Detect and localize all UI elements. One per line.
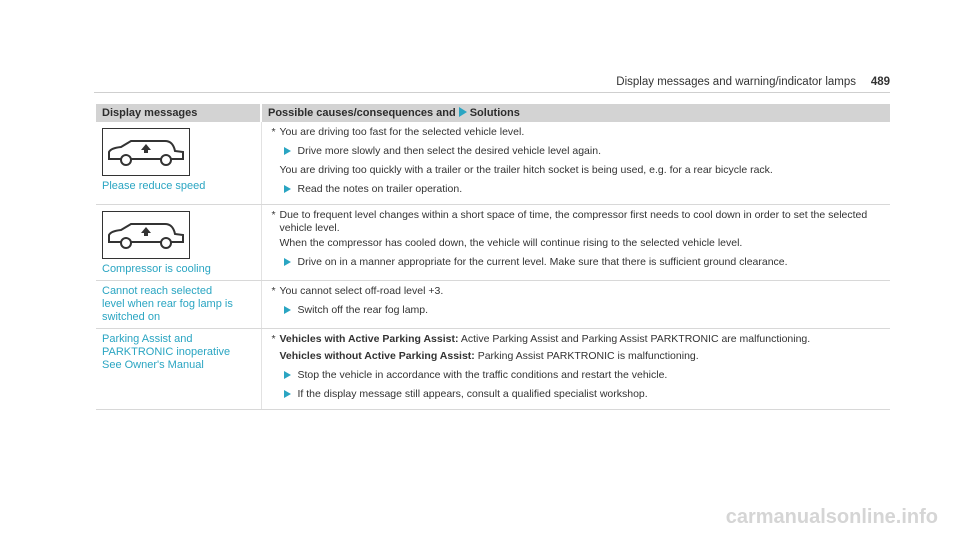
causes-cell [261, 281, 890, 329]
causes-cell [261, 205, 890, 281]
causes-cell [261, 122, 890, 205]
step-arrow-icon [284, 390, 291, 398]
causes-cell [261, 329, 890, 410]
cause-line: * Due to frequent level changes within a short space of time, the compressor first needs to cool down in order to set the selected vehicle level. [271, 209, 868, 234]
cause-line: When the compressor has cooled down, the vehicle will continue rising to the selected vehicle level. [279, 237, 743, 249]
page-number: 489 [870, 76, 890, 88]
vehicle-level-up-icon [102, 128, 190, 176]
step-arrow-icon [284, 185, 291, 193]
table-row [96, 281, 890, 329]
page-header-title: Display messages and warning/indicator lamps [616, 76, 856, 88]
arrow-icon [459, 107, 467, 117]
table-row [96, 205, 890, 281]
step-arrow-icon [284, 258, 291, 266]
display-messages-table [96, 104, 890, 410]
header-divider [94, 92, 890, 93]
page-header [94, 76, 890, 90]
table-row [96, 122, 890, 205]
message-text: Parking Assist and PARKTRONIC inoperative See Owner's Manual [102, 333, 231, 371]
step-arrow-icon [284, 147, 291, 155]
cause-line: You are driving too quickly with a trailer or the trailer hitch socket is being used, e.g. for a rear bicycle rack. [279, 164, 773, 176]
cause-line: * Vehicles with Active Parking Assist: Active Parking Assist and Parking Assist PARKTRONIC are malfunctioning. [271, 333, 811, 345]
message-cell [96, 281, 261, 329]
step-arrow-icon [284, 371, 291, 379]
solution-step: If the display message still appears, consult a qualified specialist workshop. [268, 388, 885, 401]
message-cell [96, 205, 261, 281]
step-arrow-icon [284, 306, 291, 314]
watermark: carmanualsonline.info [725, 506, 938, 528]
solution-step: Drive on in a manner appropriate for the current level. Make sure that there is sufficient ground clearance. [268, 256, 885, 269]
col-header-solutions-label: Solutions [469, 107, 520, 119]
solution-step: Switch off the rear fog lamp. [268, 304, 885, 317]
message-text: Cannot reach selected level when rear fog lamp is switched on [102, 285, 233, 323]
col-header-causes-label: Possible causes/consequences and [268, 107, 456, 119]
col-header-causes [261, 104, 890, 122]
solution-step: Read the notes on trailer operation. [268, 183, 885, 196]
col-header-messages: Display messages [96, 104, 261, 122]
vehicle-level-up-icon [102, 211, 190, 259]
cause-line: Vehicles without Active Parking Assist: Parking Assist PARKTRONIC is malfunctioning. [279, 350, 699, 362]
cause-line: * You are driving too fast for the selected vehicle level. [271, 126, 525, 138]
message-cell [96, 329, 261, 410]
cause-line: * You cannot select off-road level +3. [271, 285, 444, 297]
solution-step: Stop the vehicle in accordance with the traffic conditions and restart the vehicle. [268, 369, 885, 382]
message-text: Please reduce speed [102, 180, 206, 192]
message-cell [96, 122, 261, 205]
message-text: Compressor is cooling [102, 263, 211, 275]
solution-step: Drive more slowly and then select the desired vehicle level again. [268, 145, 885, 158]
table-row [96, 329, 890, 410]
